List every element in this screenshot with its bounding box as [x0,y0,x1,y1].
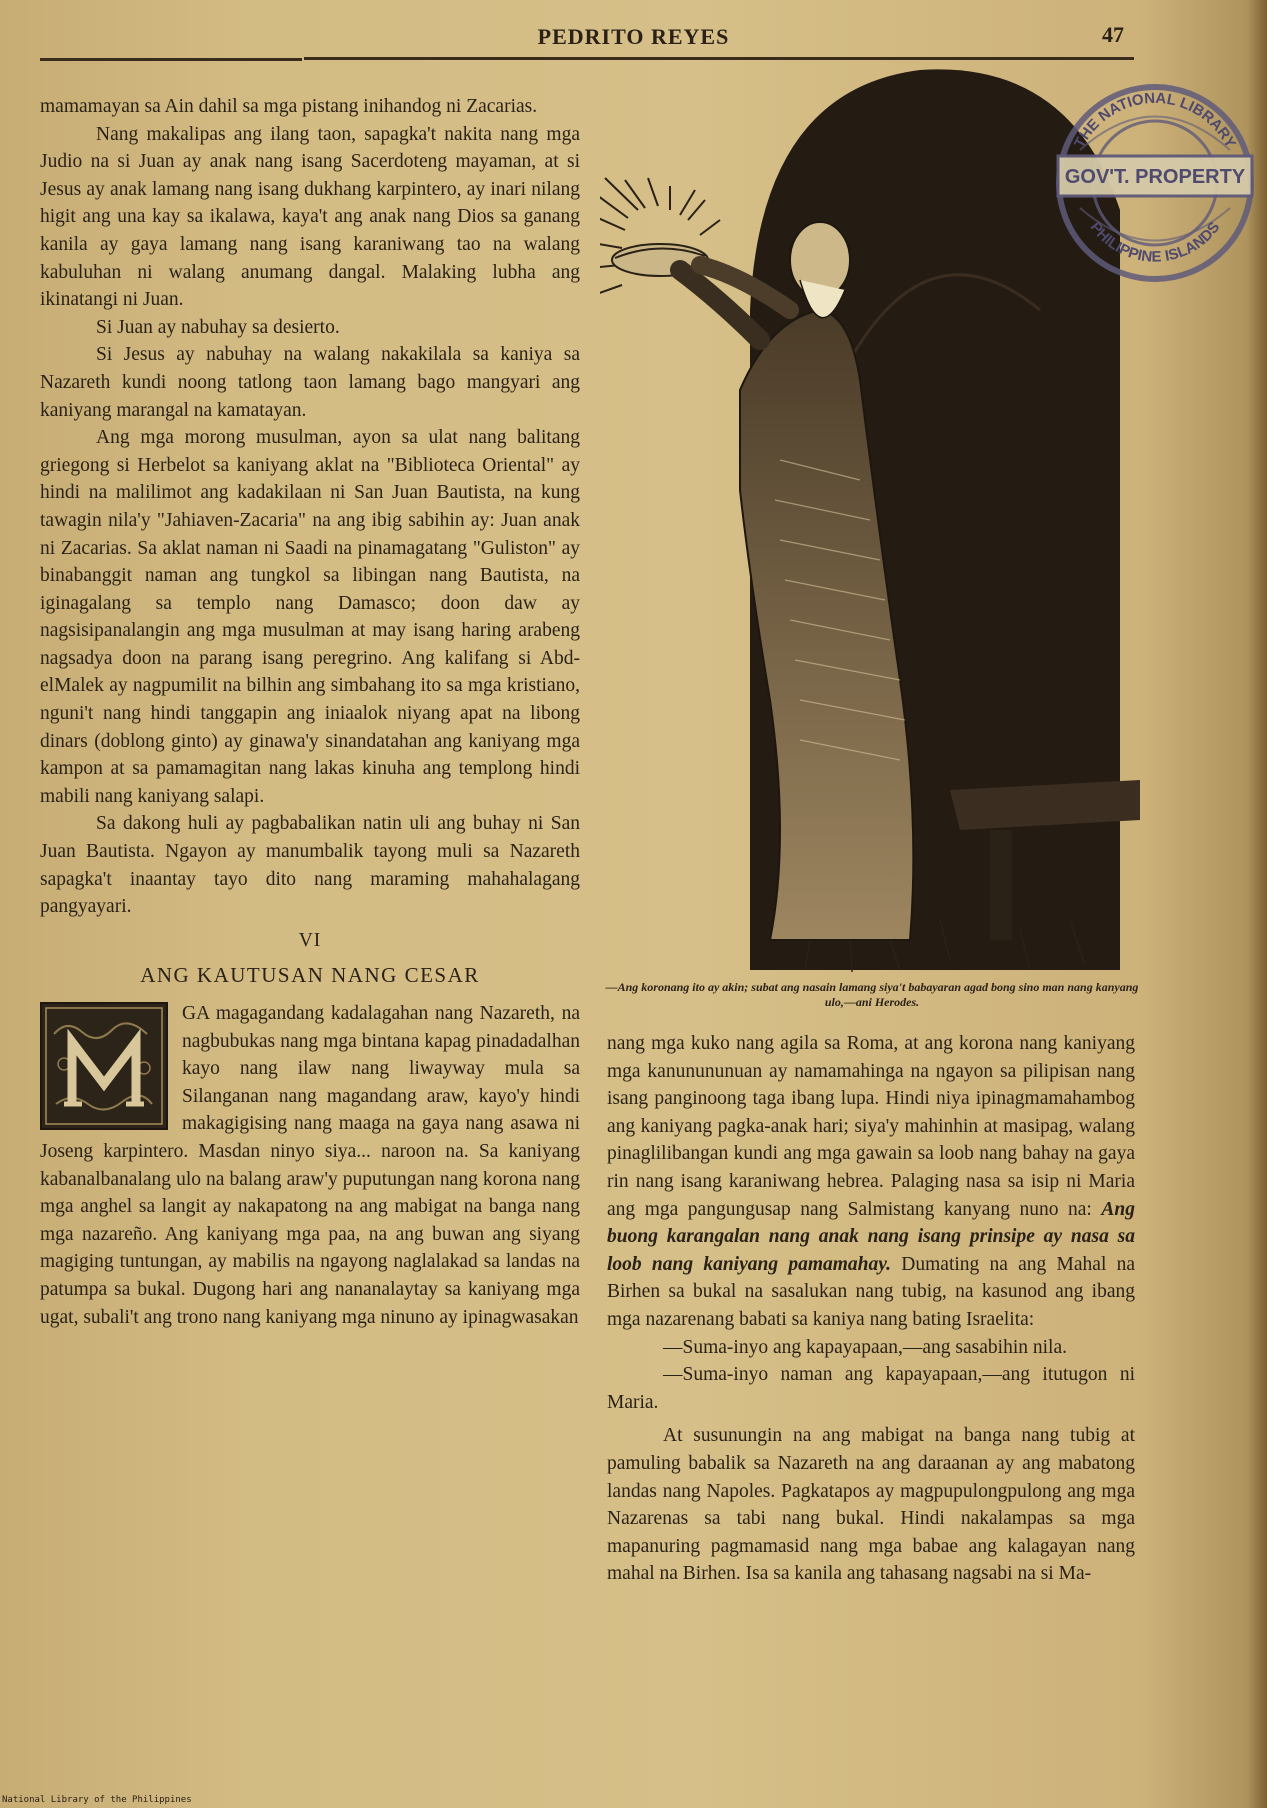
paragraph [607,1030,1135,1334]
paragraph-text: Dumating na ang Mahal na Birhen sa bukal na sasalukan nang tubig, na kasunod ang ibang mga nazarenang babati sa kaniya nang bating Israelita: [607,1253,1135,1330]
section-title: ANG KAUTUSAN NANG CESAR [140,963,480,988]
illustration-caption: —Ang koronang ito ay akin; subat ang nasain lamang siya't babayaran agad bong sino man nang kanyang ulo,—ani Herodes. [605,980,1139,1009]
section-paragraph: GA magagandang kadalagahan nang Nazareth, na nagbubukas nang mga bintana kapag pinadadalhan kayo nang ilaw nang liwayway mula sa Silanganan nang magandang araw, kayo'y hindi makagigising nang maaga na gaya nang asawa ni Joseng karpintero. Masdan ninyo siya... naroon na. Sa kaniyang kabanalbanalang ulo na balang araw'y puputungan nang korona nang mga anghel sa langit ay nakapatong na ang mabigat na banga nang mga nazareño. Ang kaniyang mga paa, na ang buwan ang siyang magiging tuntungan, ay mabilis na ngayong naglalakad sa landas na patumpa sa bukal. Dugong hari ang nananalaytay sa kaniyang mga ugat, subali't ang trono nang kaniyang mga ninuno ay ipinagwasakan [40,1003,580,1328]
right-column [607,1030,1135,1588]
dialogue-line: —Suma-inyo naman ang kapayapaan,—ang itutugon ni Maria. [607,1364,1135,1413]
footer-credit: National Library of the Philippines [2,1795,192,1805]
paragraph: Sa dakong huli ay pagbabalikan natin uli ang buhay ni San Juan Bautista. Ngayon ay manumbalik tayong muli sa Nazareth sapagka't inaantay tayo dito nang maraming mahahalagang pangyayari. [40,813,580,918]
dialogue-line: —Suma-inyo ang kapayapaan,—ang sasabihin nila. [663,1336,1067,1358]
paragraph: Si Juan ay nabuhay sa desierto. [96,316,340,338]
stamp-top-text: THE NATIONAL LIBRARY [1071,89,1239,151]
stamp-bottom-text: PHILIPPINE ISLANDS [1086,218,1224,266]
left-column [40,93,580,1331]
running-header-title: PEDRITO REYES [537,24,730,49]
paragraph: Nang makalipas ang ilang taon, sapagka't nakita nang mga Judio na si Juan ay anak nang isang Sacerdoteng mayaman, at si Jesus ay anak lamang nang isang dukhang karpintero, ay inari nilang higit ang una kay sa ikalawa, kaya't ang anak nang Dios sa ganang kanila ay gaya lamang nang isang karaniwang tao na walang kabuluhan ni walang anumang dangal. Malaking lubha ang ikinatangi ni Juan. [40,123,580,311]
psalmist-quote: Ang buong karangalan nang anak nang isang prinsipe ay nasa sa loob nang kaniyang pamamahay. [607,1198,1135,1275]
paragraph: At susunungin na ang mabigat na banga nang tubig at pamuling babalik sa Nazareth na ang daraanan ay ang mabatong landas nang Napoles. Pagkatapos ay magpupulongpulong ang mga Nazarenas sa tabi nang bukal. Hindi nakalampas sa mga mapanuring pagmamasid nang mga babae ang kalagayan nang mahal na Birhen. Isa sa kanila ang tahasang nagsabi na si Ma- [607,1425,1135,1585]
paragraph: Si Jesus ay nabuhay na walang nakakilala sa kaniya sa Nazareth kundi noong tatlong taon lamang bago mangyari ang kaniyang marangal na kamatayan. [40,344,580,421]
section-number: VI [298,929,322,951]
header-rule-left [40,58,302,61]
paragraph: Ang mga morong musulman, ayon sa ulat nang balitang griegong si Herbelot sa kaniyang aklat na "Biblioteca Oriental" ay hindi na malilimot ang kadakilaan ni San Juan Bautista, na kung tawagin nila'y "Jahiaven-Zacaria" na ang ibig sabihin ay: Juan anak ni Zacarias. Sa aklat naman ni Saadi na pinamagatang "Guliston" ay binabanggit naman ang tungkol sa libingan nang Bautista, na iginagalang sa templo nang Damasco; doon daw ay nagsisipanalangin ang mga musulman at may isang haring arabeng nagsadya doon na parang isang peregrino. Ang kalifang si Abd-elMalek ay nagpumilit na bilhin ang simbahang ito sa mga kristiano, nguni't nang hindi tanggapin ang iniaalok niyang apat na libong dinars (doblong ginto) ay ginawa'y sinandatahan ang kaniyang mga kampon at sa pamamagitan nang lakas kinuha ang templong hindi mabili nang kaniyang salapi. [40,427,580,807]
paragraph-text: nang mga kuko nang agila sa Roma, at ang korona nang kaniyang mga kanunununuan ay namamahinga na ngayon sa pilipisan nang isang panginoong taga ibang lupa. Hindi niya ipinagmamahambog ang kaniyang pagka-anak hari; siya'y mahinhin at masipag, walang pinaglilibangan kundi ang mga gawain sa loob nang bahay na gaya rin nang isang karaniwang hebrea. Palaging nasa sa isip ni Maria ang mga pangungusap nang Salmistang kanyang nuno na: [607,1033,1135,1220]
paragraph: mamamayan sa Ain dahil sa mga pistang inihandog ni Zacarias. [40,96,538,117]
page-number: 47 [1102,22,1124,47]
ornamental-drop-cap-m [40,1002,168,1130]
stamp-middle-text: GOV'T. PROPERTY [1064,166,1246,188]
national-library-stamp [1050,78,1260,288]
